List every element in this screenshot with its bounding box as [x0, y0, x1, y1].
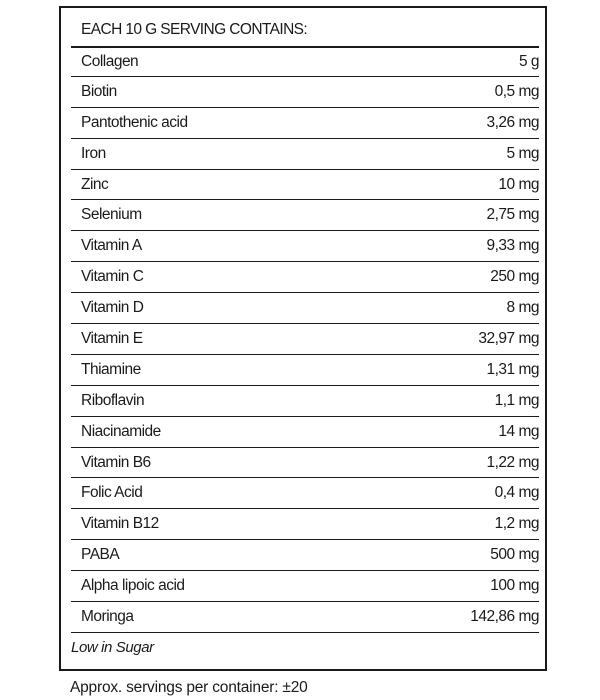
nutrient-value: 32,97 mg	[478, 329, 539, 347]
panel-header: EACH 10 G SERVING CONTAINS:	[81, 21, 308, 38]
nutrient-value: 500 mg	[490, 546, 539, 564]
table-row	[71, 293, 539, 324]
nutrient-name: Vitamin B12	[81, 515, 159, 533]
nutrient-name: Iron	[81, 144, 106, 162]
table-row	[71, 571, 539, 602]
nutrient-name: Collagen	[81, 52, 139, 70]
table-row	[71, 46, 539, 77]
table-row	[71, 478, 539, 509]
nutrient-value: 5 mg	[506, 144, 539, 162]
table-row	[71, 200, 539, 231]
table-row	[71, 417, 539, 448]
nutrient-name: Vitamin D	[81, 299, 144, 317]
table-row	[71, 509, 539, 540]
table-row	[71, 386, 539, 417]
nutrient-value: 0,5 mg	[494, 82, 539, 100]
nutrient-name: Selenium	[81, 206, 142, 224]
servings-text: Approx. servings per container: ±20	[70, 679, 308, 696]
nutrient-value: 250 mg	[490, 268, 539, 286]
nutrient-value: 2,75 mg	[486, 206, 539, 224]
nutrition-panel	[59, 6, 547, 671]
nutrient-value: 142,86 mg	[470, 607, 539, 625]
nutrient-value: 10 mg	[498, 175, 539, 193]
nutrient-name: Zinc	[81, 175, 109, 193]
table-row	[71, 77, 539, 108]
nutrient-table	[71, 46, 539, 633]
nutrient-name: Vitamin E	[81, 329, 143, 347]
nutrient-name: Thiamine	[81, 360, 141, 378]
nutrient-name: Niacinamide	[81, 422, 161, 440]
table-row	[71, 139, 539, 170]
nutrient-name: Moringa	[81, 607, 134, 625]
table-row	[71, 448, 539, 479]
table-row	[71, 170, 539, 201]
table-row	[71, 231, 539, 262]
table-row	[71, 602, 539, 633]
nutrient-value: 1,31 mg	[486, 360, 539, 378]
nutrient-name: Vitamin C	[81, 268, 144, 286]
nutrient-name: PABA	[81, 546, 120, 564]
nutrient-value: 1,1 mg	[494, 391, 539, 409]
table-row	[71, 540, 539, 571]
nutrient-name: Folic Acid	[81, 484, 143, 502]
low-sugar-note: Low in Sugar	[71, 639, 154, 656]
table-row	[71, 108, 539, 139]
table-row	[71, 355, 539, 386]
table-row	[71, 262, 539, 293]
nutrient-value: 1,2 mg	[494, 515, 539, 533]
nutrient-name: Biotin	[81, 82, 117, 100]
nutrient-value: 14 mg	[498, 422, 539, 440]
nutrient-name: Vitamin B6	[81, 453, 151, 471]
nutrient-value: 1,22 mg	[486, 453, 539, 471]
nutrient-value: 9,33 mg	[486, 237, 539, 255]
nutrient-name: Riboflavin	[81, 391, 145, 409]
nutrient-value: 8 mg	[506, 299, 539, 317]
nutrient-name: Vitamin A	[81, 237, 142, 255]
nutrient-name: Alpha lipoic acid	[81, 577, 185, 595]
nutrient-value: 3,26 mg	[486, 113, 539, 131]
nutrient-value: 100 mg	[490, 577, 539, 595]
nutrient-value: 0,4 mg	[494, 484, 539, 502]
table-row	[71, 324, 539, 355]
nutrient-value: 5 g	[518, 52, 539, 70]
nutrient-name: Pantothenic acid	[81, 113, 188, 131]
